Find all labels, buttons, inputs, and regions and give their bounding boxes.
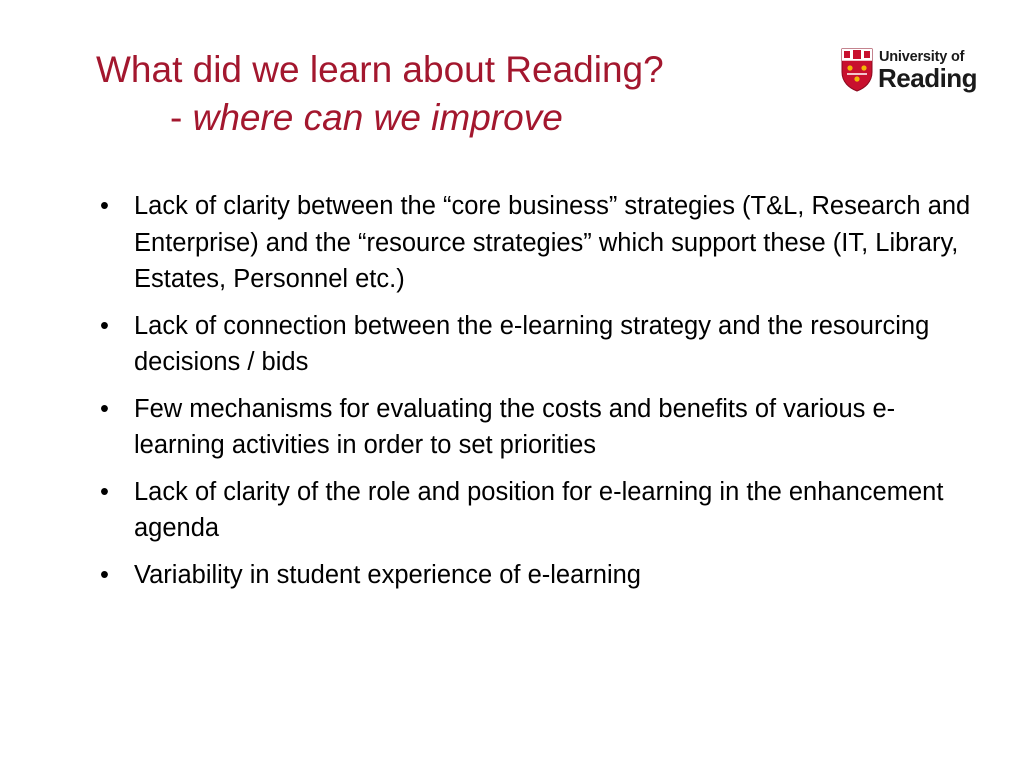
list-item	[96, 391, 976, 464]
bullet-text: Few mechanisms for evaluating the costs and benefits of various e-learning activities in order to set priorities	[134, 394, 896, 459]
bullet-dot: •	[100, 477, 109, 506]
list-item	[96, 308, 976, 381]
bullet-dot: •	[100, 311, 109, 340]
crest-icon	[841, 48, 873, 92]
bullet-text: Variability in student experience of e-learning	[134, 560, 641, 589]
bullet-dot: •	[100, 560, 109, 589]
bullet-text: Lack of clarity between the “core business” strategies (T&L, Research and Enterprise) and the “resource strategies” which support these (IT, Library, Estates, Personnel etc.)	[134, 192, 971, 293]
logo-line-1: University of	[879, 49, 965, 65]
list-item	[96, 557, 976, 594]
university-logo	[841, 48, 977, 96]
title-subtitle-line	[96, 94, 664, 142]
bullet-list	[96, 188, 976, 603]
bullet-dot: •	[100, 192, 109, 220]
bullet-text: Lack of connection between the e-learning strategy and the resourcing decisions / bids	[134, 311, 930, 376]
list-item	[96, 474, 976, 547]
title-dash: -	[170, 97, 193, 138]
title-subtitle: where can we improve	[192, 97, 563, 138]
logo-line-2: Reading	[878, 63, 978, 93]
title-main: What did we learn about Reading?	[96, 49, 664, 90]
bullet-dot: •	[100, 394, 109, 423]
bullet-text: Lack of clarity of the role and position for e-learning in the enhancement agenda	[134, 477, 944, 542]
slide-title	[96, 46, 664, 142]
list-item	[96, 188, 976, 298]
